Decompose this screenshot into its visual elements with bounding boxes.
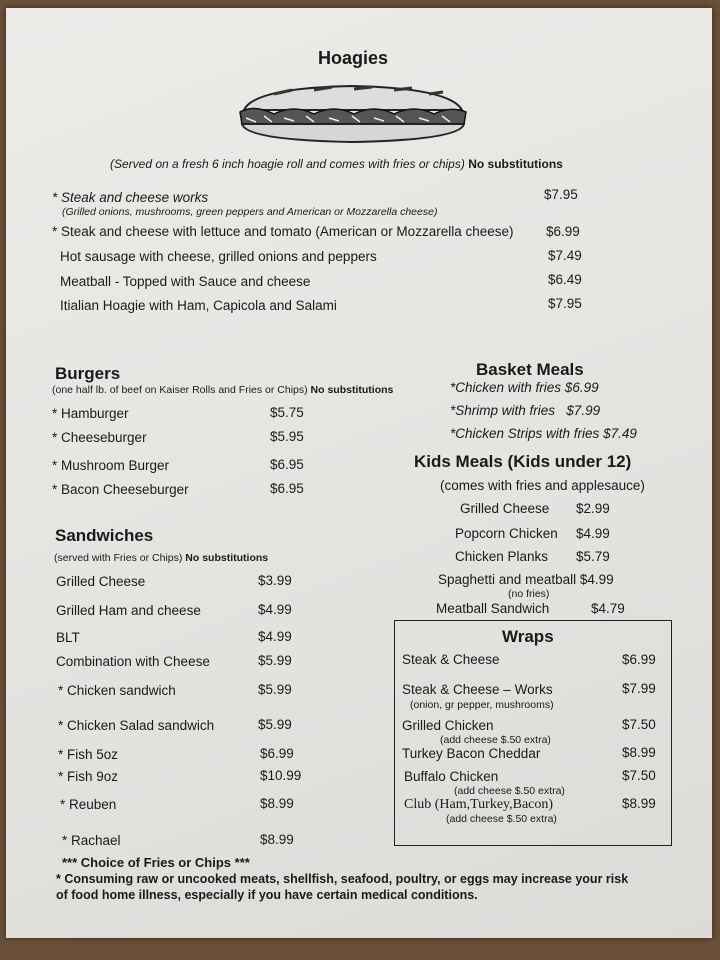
sandwich-item-8-price: $8.99 (260, 796, 294, 811)
wrap-item-4-note: (add cheese $.50 extra) (454, 785, 565, 797)
burger-item-1-price: $5.95 (270, 429, 304, 444)
wrap-item-3-name: Turkey Bacon Cheddar (402, 746, 541, 761)
hoagies-subtitle: (Served on a fresh 6 inch hoagie roll and comes with fries or chips) No substitutions (110, 157, 563, 171)
choice-note: *** Choice of Fries or Chips *** (62, 855, 250, 870)
hoagie-item-0-note: (Grilled onions, mushrooms, green peppers and American or Mozzarella cheese) (62, 206, 438, 218)
kids-item-3-note: (no fries) (508, 588, 550, 600)
wrap-item-2-name: Grilled Chicken (402, 718, 494, 733)
kids-item-2-name: Chicken Planks (455, 549, 549, 564)
sandwich-item-2-name: BLT (56, 630, 80, 645)
burger-item-1-name: * Cheeseburger (52, 430, 147, 445)
wrap-item-2-note: (add cheese $.50 extra) (440, 734, 551, 746)
hoagies-title: Hoagies (318, 48, 389, 68)
warning-line-2: of food home illness, especially if you have certain medical conditions. (56, 888, 478, 902)
sandwich-item-5-price: $5.99 (258, 717, 292, 732)
basket-item-0: *Chicken with fries $6.99 (450, 380, 599, 395)
wrap-item-5-price: $8.99 (622, 796, 656, 811)
hoagie-item-2-price: $7.49 (548, 248, 582, 263)
sandwich-item-7-name: * Fish 9oz (58, 769, 119, 784)
sandwich-item-9-name: * Rachael (62, 833, 121, 848)
sandwich-item-6-price: $6.99 (260, 746, 294, 761)
hoagie-item-0-price: $7.95 (544, 187, 578, 202)
kids-item-1-price: $4.99 (576, 526, 610, 541)
basket-title: Basket Meals (476, 360, 584, 379)
sandwiches-subtitle: (served with Fries or Chips) No substitutions (54, 552, 269, 564)
wrap-item-1-name: Steak & Cheese – Works (402, 682, 553, 697)
kids-item-4-price: $4.79 (591, 601, 625, 616)
kids-item-4-name: Meatball Sandwich (436, 601, 550, 616)
sandwich-item-1-name: Grilled Ham and cheese (56, 603, 201, 618)
kids-title: Kids Meals (Kids under 12) (414, 452, 632, 471)
sandwich-item-3-price: $5.99 (258, 653, 292, 668)
hoagie-item-4-name: Itialian Hoagie with Ham, Capicola and Salami (60, 298, 337, 313)
wrap-item-5-name: Club (Ham,Turkey,Bacon) (404, 797, 554, 812)
burgers-title: Burgers (55, 364, 121, 383)
hoagie-item-2-name: Hot sausage with cheese, grilled onions and peppers (60, 249, 377, 264)
wrap-item-1-price: $7.99 (622, 681, 656, 696)
sandwich-item-3-name: Combination with Cheese (56, 654, 210, 669)
kids-item-2-price: $5.79 (576, 549, 610, 564)
wrap-item-1-note: (onion, gr pepper, mushrooms) (410, 699, 554, 711)
sandwich-item-0-name: Grilled Cheese (56, 574, 146, 589)
burger-item-2-name: * Mushroom Burger (52, 458, 170, 473)
hoagie-item-3-name: Meatball - Topped with Sauce and cheese (60, 274, 311, 289)
sandwich-item-5-name: * Chicken Salad sandwich (58, 718, 215, 733)
wrap-item-2-price: $7.50 (622, 717, 656, 732)
wrap-item-3-price: $8.99 (622, 745, 656, 760)
sandwich-item-9-price: $8.99 (260, 832, 294, 847)
basket-item-2: *Chicken Strips with fries $7.49 (450, 426, 637, 441)
wrap-item-0-price: $6.99 (622, 652, 656, 667)
hoagie-item-1-price: $6.99 (546, 224, 580, 239)
wrap-item-4-name: Buffalo Chicken (404, 769, 499, 784)
burger-item-0-name: * Hamburger (52, 406, 129, 421)
sandwich-item-1-price: $4.99 (258, 602, 292, 617)
sandwich-item-2-price: $4.99 (258, 629, 292, 644)
burgers-subtitle: (one half lb. of beef on Kaiser Rolls and Fries or Chips) No substitutions (52, 384, 394, 396)
hoagie-illustration-icon (234, 80, 470, 148)
hoagie-item-3-price: $6.49 (548, 272, 582, 287)
sandwiches-title: Sandwiches (55, 526, 154, 545)
sandwich-item-6-name: * Fish 5oz (58, 747, 119, 762)
hoagie-item-4-price: $7.95 (548, 296, 582, 311)
burger-item-3-price: $6.95 (270, 481, 304, 496)
burger-item-3-name: * Bacon Cheeseburger (52, 482, 189, 497)
wraps-title: Wraps (502, 627, 554, 646)
sandwich-item-4-price: $5.99 (258, 682, 292, 697)
kids-item-3: Spaghetti and meatball $4.99 (438, 572, 614, 587)
sandwich-item-8-name: * Reuben (60, 797, 117, 812)
kids-item-0-name: Grilled Cheese (460, 501, 550, 516)
hoagie-item-0-name: * Steak and cheese works (52, 190, 209, 205)
wrap-item-5-note: (add cheese $.50 extra) (446, 813, 557, 825)
wrap-item-0-name: Steak & Cheese (402, 652, 500, 667)
sandwich-item-7-price: $10.99 (260, 768, 302, 783)
burger-item-0-price: $5.75 (270, 405, 304, 420)
burger-item-2-price: $6.95 (270, 457, 304, 472)
sandwich-item-0-price: $3.99 (258, 573, 292, 588)
kids-item-1-name: Popcorn Chicken (455, 526, 558, 541)
sandwich-item-4-name: * Chicken sandwich (58, 683, 176, 698)
wrap-item-4-price: $7.50 (622, 768, 656, 783)
hoagie-item-1-name: * Steak and cheese with lettuce and tomato (American or Mozzarella cheese) (52, 224, 514, 239)
warning-line-1: * Consuming raw or uncooked meats, shellfish, seafood, poultry, or eggs may increase your risk (56, 872, 629, 886)
kids-item-0-price: $2.99 (576, 501, 610, 516)
basket-item-1: *Shrimp with fries $7.99 (450, 403, 601, 418)
kids-subtitle: (comes with fries and applesauce) (440, 478, 645, 493)
